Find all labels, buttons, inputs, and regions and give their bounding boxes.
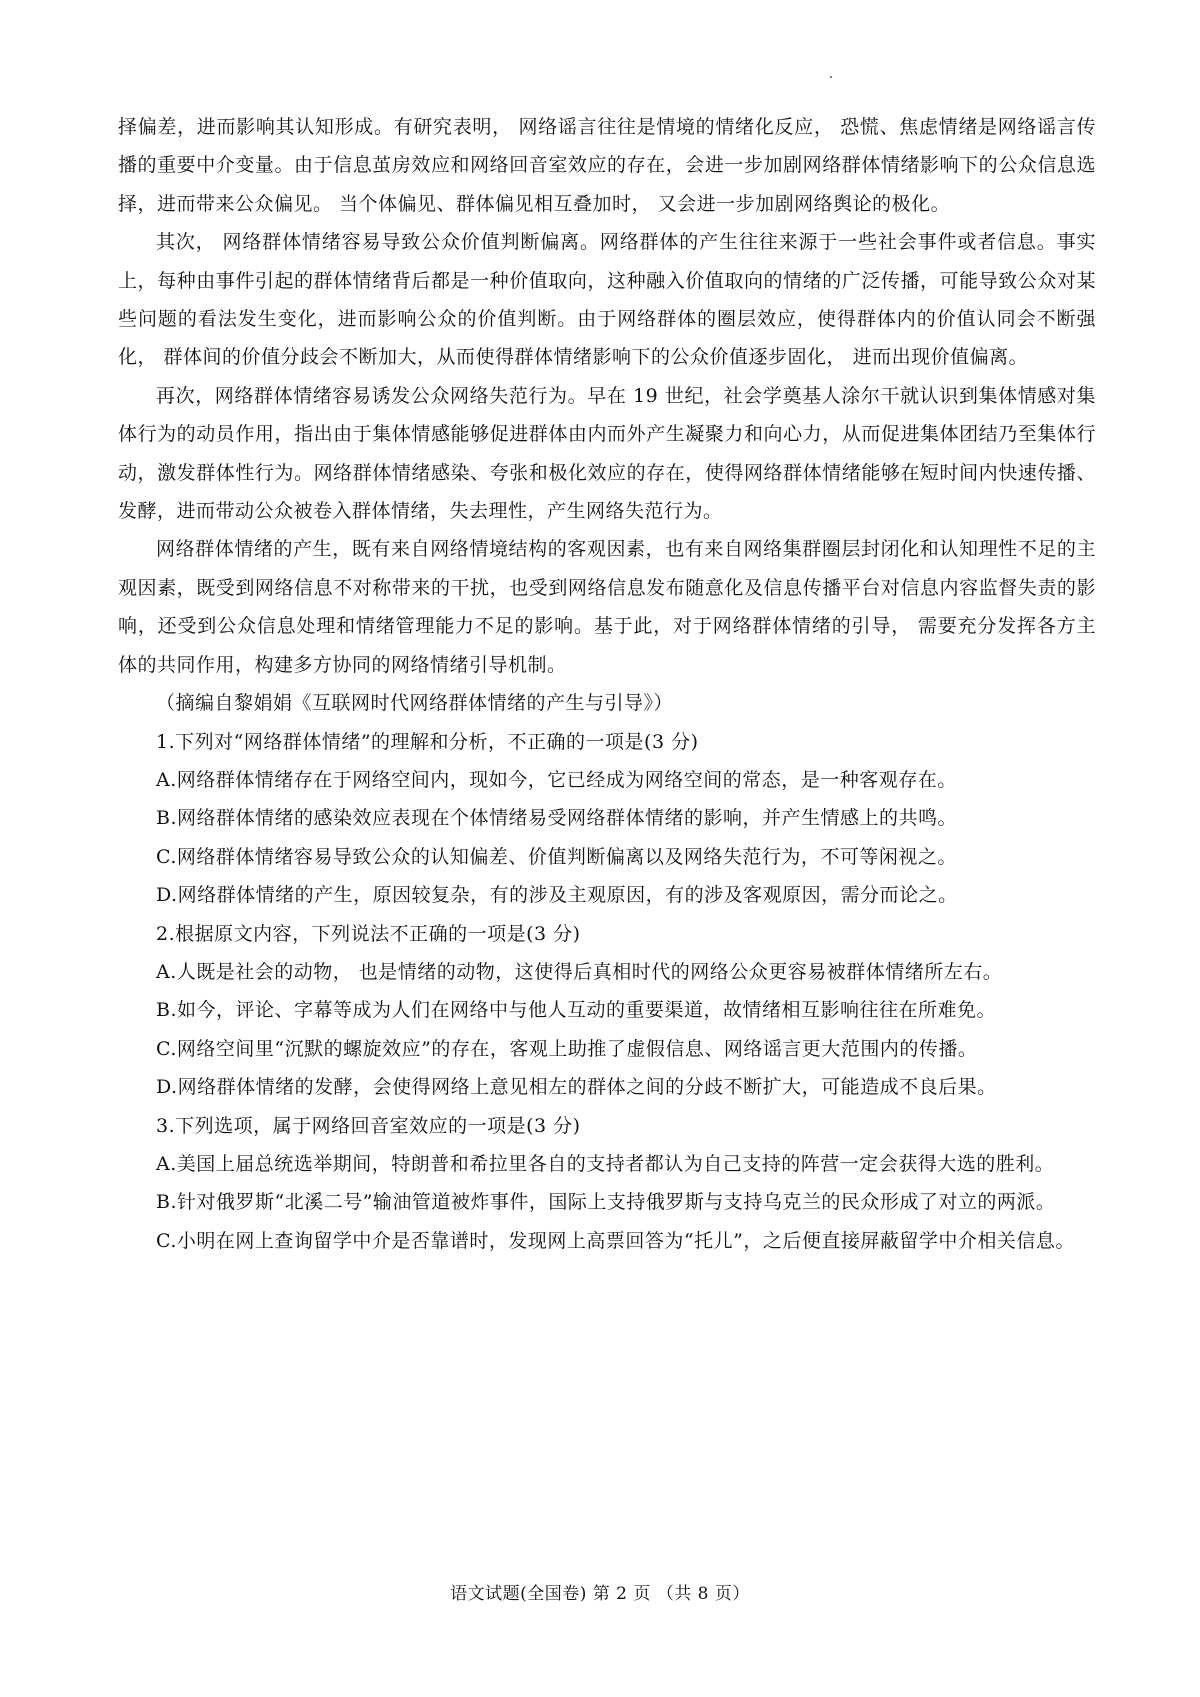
page-body	[118, 108, 1096, 1260]
paragraph: B.网络群体情绪的感染效应表现在个体情绪易受网络群体情绪的影响，并产生情感上的共鸣。	[156, 807, 958, 830]
paragraph: 2.根据原文内容，下列说法不正确的一项是(3 分)	[156, 922, 581, 945]
scan-speck	[830, 76, 832, 78]
paragraph: D.网络群体情绪的发酵，会使得网络上意见相左的群体之间的分歧不断扩大，可能造成不良后果。	[156, 1076, 997, 1099]
page-footer: 语文试题(全国卷) 第 2 页 （共 8 页）	[450, 1584, 750, 1604]
paragraph: 择偏差，进而影响其认知形成。有研究表明， 网络谣言往往是情境的情绪化反应， 恐慌、焦虑情绪是网络谣言传播的重要中介变量。由于信息茧房效应和网络回音室效应的存在，会进一步加剧网络群体情绪影响下的公众信息选择，进而带来公众偏见。 当个体偏见、群体偏见相互叠加时， 又会进一步加剧网络舆论的极化。	[118, 116, 1096, 215]
paragraph: B.如今，评论、字幕等成为人们在网络中与他人互动的重要渠道，故情绪相互影响往往在所难免。	[156, 999, 997, 1022]
paragraph: A.网络群体情绪存在于网络空间内，现如今，它已经成为网络空间的常态，是一种客观存在。	[156, 768, 957, 791]
paragraph: A.美国上届总统选举期间，特朗普和希拉里各自的支持者都认为自己支持的阵营一定会获得大选的胜利。	[156, 1152, 1055, 1175]
paragraph: A.人既是社会的动物， 也是情绪的动物，这使得后真相时代的网络公众更容易被群体情绪所左右。	[156, 960, 1003, 983]
paragraph: C.小明在网上查询留学中介是否靠谱时，发现网上高票回答为“托儿”，之后便直接屏蔽留学中介相关信息。	[156, 1229, 1075, 1252]
paragraph: C.网络空间里“沉默的螺旋效应”的存在，客观上助推了虚假信息、网络谣言更大范围内的传播。	[156, 1037, 978, 1060]
paragraph: 1.下列对“网络群体情绪”的理解和分析，不正确的一项是(3 分)	[156, 730, 699, 753]
paragraph: （摘编自黎娟娟《互联网时代网络群体情绪的产生与引导》）	[156, 692, 674, 715]
paragraph: D.网络群体情绪的产生，原因较复杂，有的涉及主观原因，有的涉及客观原因，需分而论之。	[156, 884, 958, 907]
paragraph: 其次， 网络群体情绪容易导致公众价值判断偏离。网络群体的产生往往来源于一些社会事件或者信息。事实上，每种由事件引起的群体情绪背后都是一种价值取向，这种融入价值取向的情绪的广泛传播，可能导致公众对某些问题的看法发生变化，进而影响公众的价值判断。由于网络群体的圈层效应，使得群体内的价值认同会不断强化， 群体间的价值分歧会不断加大，从而使得群体情绪影响下的公众价值逐步固化， 进而出现价值偏离。	[118, 231, 1096, 369]
paragraph: 3.下列选项，属于网络回音室效应的一项是(3 分)	[156, 1114, 581, 1137]
paragraph: 网络群体情绪的产生，既有来自网络情境结构的客观因素，也有来自网络集群圈层封闭化和认知理性不足的主观因素，既受到网络信息不对称带来的干扰，也受到网络信息发布随意化及信息传播平台对信息内容监督失责的影响，还受到公众信息处理和情绪管理能力不足的影响。基于此，对于网络群体情绪的引导， 需要充分发挥各方主体的共同作用，构建多方协同的网络情绪引导机制。	[118, 538, 1096, 676]
paragraph: C.网络群体情绪容易导致公众的认知偏差、价值判断偏离以及网络失范行为，不可等闲视之。	[156, 845, 957, 868]
paragraph: 再次，网络群体情绪容易诱发公众网络失范行为。早在 19 世纪，社会学奠基人涂尔干就认识到集体情感对集体行为的动员作用，指出由于集体情感能够促进群体由内而外产生凝聚力和向心力，从而促进集体团结乃至集体行动，激发群体性行为。网络群体情绪感染、夸张和极化效应的存在，使得网络群体情绪能够在短时间内快速传播、发酵，进而带动公众被卷入群体情绪，失去理性，产生网络失范行为。	[118, 384, 1096, 523]
paragraph: B.针对俄罗斯“北溪二号”输油管道被炸事件，国际上支持俄罗斯与支持乌克兰的民众形成了对立的两派。	[156, 1191, 1056, 1214]
